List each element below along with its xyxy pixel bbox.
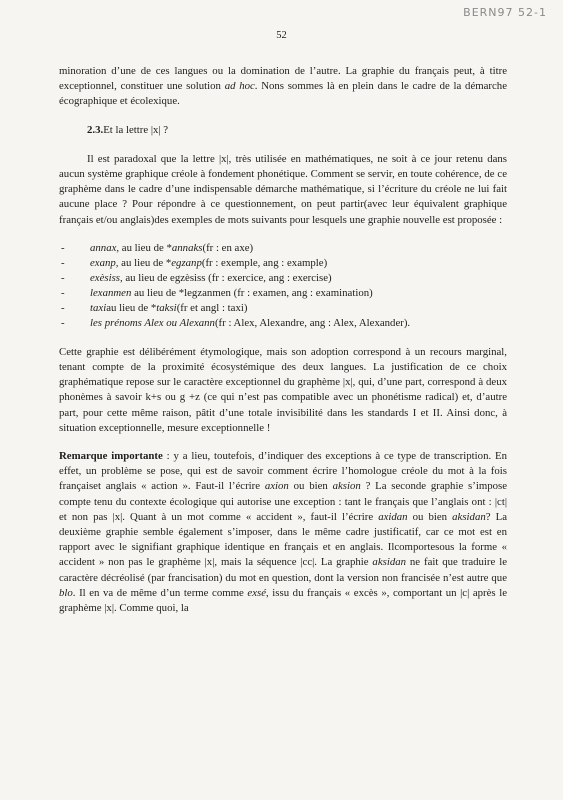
text-run: (fr et angl : taxi) xyxy=(176,301,248,314)
italic-run: blo xyxy=(59,586,73,599)
examples-list xyxy=(59,241,507,331)
italic-run: annaks xyxy=(171,241,203,254)
text-run: ? La deuxième graphie semble également s’imposer, dans le même cadre justificatif, car ce mot est en rapport avec le signifiant graphique identique en français et en anglais. Ilcomportesous la forme « accident » non pas le graphème |x|, mais la séquence |cc|. La graphie xyxy=(59,510,507,569)
text-run: au lieu de *legzanmen (fr : examen, ang : examination) xyxy=(131,286,373,299)
paragraph-remark xyxy=(59,449,507,616)
remark-label: Remarque importante xyxy=(59,450,163,463)
archive-reference: BERN97 52-1 xyxy=(463,6,547,19)
text-run: (fr : en axe) xyxy=(202,241,254,254)
italic-run: annax, xyxy=(90,241,120,254)
page-number: 52 xyxy=(276,30,287,41)
italic-run: taksi xyxy=(156,301,177,314)
list-dash: - xyxy=(61,256,65,269)
italic-run: exèsiss, xyxy=(90,271,123,284)
italic-run: les prénoms Alex ou Alexann xyxy=(90,316,215,329)
paragraph-intro xyxy=(59,64,507,110)
text-run: au lieu de * xyxy=(106,301,157,314)
list-dash: - xyxy=(61,316,65,329)
text-run: (fr : Alex, Alexandre, ang : Alex, Alexander). xyxy=(214,316,411,329)
italic-run: axion xyxy=(264,480,289,493)
list-item xyxy=(59,241,507,256)
list-dash: - xyxy=(61,301,65,314)
section-title: Et la lettre |x| ? xyxy=(103,123,169,136)
list-item xyxy=(59,256,507,271)
paragraph-x-letter: Il est paradoxal que la lettre |x|, très utilisée en mathématiques, ne soit à ce jour retenu dans aucun système graphique créole à fondement phonétique. Comment se servir, en toute cohérence, de ce graphème dans le cadre d’une indispensable démarche mathématique, si l’écriture du créole ne lui fait aucune place ? Pour répondre à ce questionnement, on peut partir(avec leur équivalent graphique français et/ou anglais)des exemples de mots suivants pour lesquels une graphie nouvelle est proposée : xyxy=(59,152,507,226)
page-body xyxy=(59,64,507,629)
list-item xyxy=(59,301,507,316)
text-run: . Nons sommes là en plein dans le cadre de la démarche écographique et écolexique. xyxy=(59,80,508,108)
italic-run: lexanmen xyxy=(90,286,132,299)
text-run: ou bien xyxy=(407,510,453,523)
section-heading xyxy=(87,123,507,138)
italic-run: egzanp xyxy=(171,256,202,269)
paragraph-justification: Cette graphie est délibérément étymologique, mais son adoption correspond à un recours marginal, tenant compte de la proximité écosystémique des deux langues. La justification de ce choix graphématique repose sur le caractère exceptionnel du graphème |x|, qui, d’une part, correspond à deux phonèmes à savoir k+s ou g +z (ce qui n’est pas compatible avec un phonétisme radical) et, d’autre part, pour cette même raison, pâtit d’une totale invisibilité dans les standards I et II. Ainsi donc, à situation exceptionnelle, mesure exceptionnelle ! xyxy=(59,345,507,434)
text-run: au lieu de egzèsiss (fr : exercice, ang : exercise) xyxy=(122,271,332,284)
text-run: . Il en va de même d’un terme comme xyxy=(72,586,248,599)
italic-run: taxi xyxy=(90,301,107,314)
list-item xyxy=(59,271,507,286)
list-dash: - xyxy=(61,241,65,254)
list-dash: - xyxy=(61,271,65,284)
italic-run: ad hoc xyxy=(224,80,255,93)
list-item xyxy=(59,286,507,301)
text-run: (fr : exemple, ang : example) xyxy=(201,256,328,269)
italic-run: aksidan xyxy=(372,556,407,569)
text-run: minoration d’une de ces langues ou la domination de l’autre. La graphie du français peut, à titre exceptionnel, constituer une solution xyxy=(59,65,507,93)
italic-run: exanp, xyxy=(90,256,119,269)
text-run: : y a lieu, toutefois, d’indiquer des exceptions à ce type de transcription. En effet, un problème se pose, qui est de savoir comment écrire l’homologue créole du mot à la fois françaiset anglais « action ». Faut-il l’écrire xyxy=(59,450,508,493)
list-dash: - xyxy=(61,286,65,299)
text-run: au lieu de * xyxy=(118,256,172,269)
italic-run: aksion xyxy=(332,480,361,493)
italic-run: axidan xyxy=(378,510,408,523)
text-run: , issu du français « excès », comportant un |c| après le graphème |x|. Comme quoi, la xyxy=(59,586,507,615)
text-run: ou bien xyxy=(288,480,333,493)
text-run: ne fait que traduire le caractère décréolisé (par francisation) du mot en question, dont la version non francisée n’est autre que xyxy=(59,556,507,584)
section-number: 2.3. xyxy=(87,123,104,136)
text-run: au lieu de * xyxy=(119,241,172,254)
italic-run: aksidan xyxy=(452,510,486,523)
italic-run: exsé xyxy=(247,586,267,599)
text-run: ? La seconde graphie s’impose compte tenu du contexte écologique qui autorise une exception : tant le français que l’anglais ont : |ct| et non pas |x|. Quant à un mot comme « accident », faut-il l’écrire xyxy=(59,480,508,523)
list-item xyxy=(59,316,507,331)
